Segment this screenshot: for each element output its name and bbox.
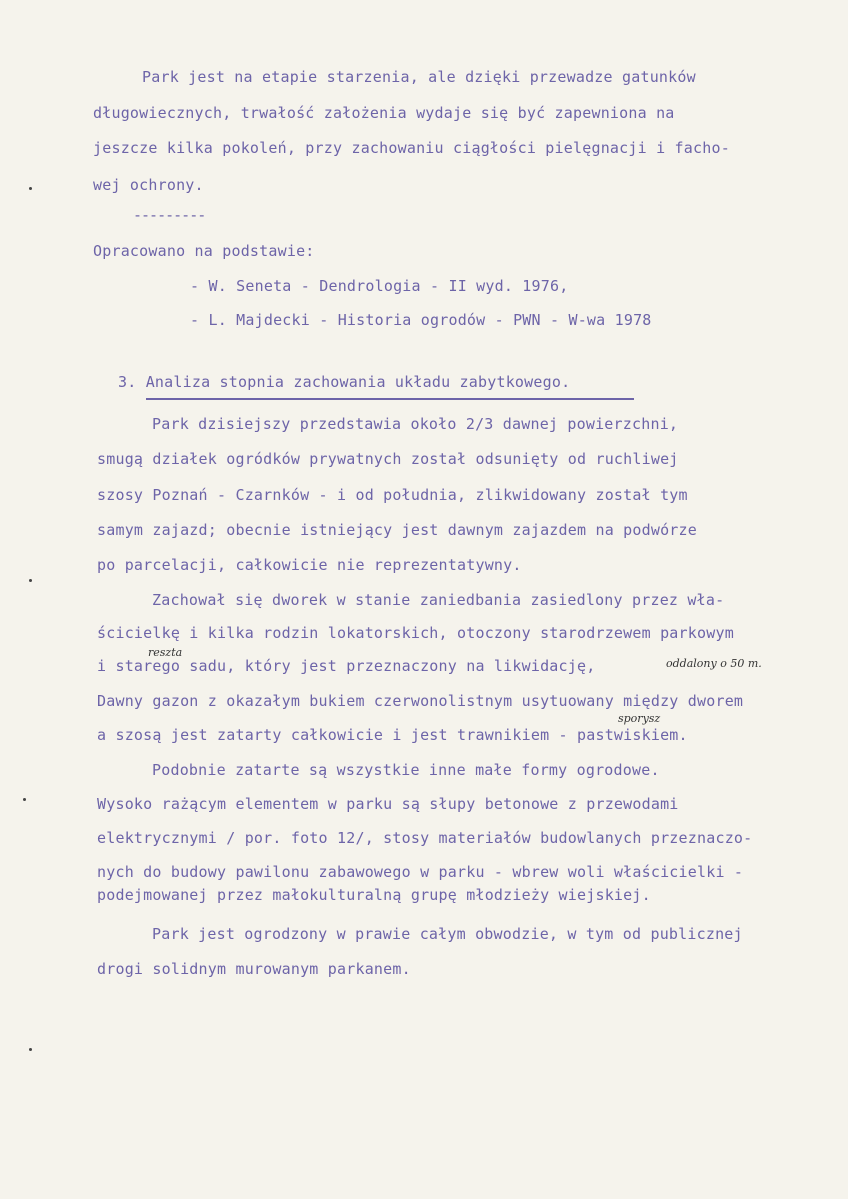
p3-line-2: ścicielkę i kilka rodzin lokatorskich, otoczony starodrzewem parkowym	[97, 624, 734, 642]
p4-line-3: elektrycznymi / por. foto 12/, stosy materiałów budowlanych przeznaczo-	[97, 829, 753, 847]
section-heading: 3. Analiza stopnia zachowania układu zabytkowego.	[118, 373, 571, 391]
source-item-2: - L. Majdecki - Historia ogrodów - PWN - W-wa 1978	[190, 311, 652, 329]
p1-line-4: wej ochrony.	[93, 176, 204, 194]
p1-line-3: jeszcze kilka pokoleń, przy zachowaniu ciągłości pielęgnacji i facho-	[93, 139, 730, 157]
p3-line-1: Zachował się dworek w stanie zaniedbania zasiedlony przez wła-	[152, 591, 725, 609]
p4-line-5: podejmowanej przez małokulturalną grupę młodzieży wiejskiej.	[97, 886, 651, 904]
p3-line-3: i starego sadu, który jest przeznaczony na likwidację,	[97, 657, 596, 675]
p2-line-4: samym zajazd; obecnie istniejący jest dawnym zajazdem na podwórze	[97, 521, 697, 539]
p4-line-2: Wysoko rażącym elementem w parku są słupy betonowe z przewodami	[97, 795, 679, 813]
p5-line-1: Park jest ogrodzony w prawie całym obwodzie, w tym od publicznej	[152, 925, 743, 943]
source-item-1: - W. Seneta - Dendrologia - II wyd. 1976,	[190, 277, 569, 295]
handwritten-oddalony: oddalony o 50 m.	[666, 657, 762, 670]
margin-mark	[29, 1048, 32, 1051]
margin-mark	[29, 579, 32, 582]
handwritten-sporysz: sporysz	[618, 712, 661, 725]
margin-mark	[29, 187, 32, 190]
p3-line-4: Dawny gazon z okazałym bukiem czerwonolistnym usytuowany między dworem	[97, 692, 744, 710]
handwritten-reszta: reszta	[148, 646, 183, 659]
sources-intro: Opracowano na podstawie:	[93, 242, 315, 260]
heading-underline	[146, 398, 634, 400]
p1-line-1: Park jest na etapie starzenia, ale dzięki przewadze gatunków	[142, 68, 696, 86]
p1-line-2: długowiecznych, trwałość założenia wydaje się być zapewniona na	[93, 104, 675, 122]
p2-line-5: po parcelacji, całkowicie nie reprezentatywny.	[97, 556, 522, 574]
p4-line-4: nych do budowy pawilonu zabawowego w parku - wbrew woli właścicielki -	[97, 863, 744, 881]
p5-line-2: drogi solidnym murowanym parkanem.	[97, 960, 411, 978]
separator: ---------	[133, 206, 206, 224]
p2-line-3: szosy Poznań - Czarnków - i od południa, zlikwidowany został tym	[97, 486, 688, 504]
p2-line-2: smugą działek ogródków prywatnych został odsunięty od ruchliwej	[97, 450, 679, 468]
margin-mark	[23, 798, 26, 801]
p2-line-1: Park dzisiejszy przedstawia około 2/3 dawnej powierzchni,	[152, 415, 679, 433]
p3-line-5: a szosą jest zatarty całkowicie i jest trawnikiem - pastwiskiem.	[97, 726, 688, 744]
p4-line-1: Podobnie zatarte są wszystkie inne małe formy ogrodowe.	[152, 761, 660, 779]
